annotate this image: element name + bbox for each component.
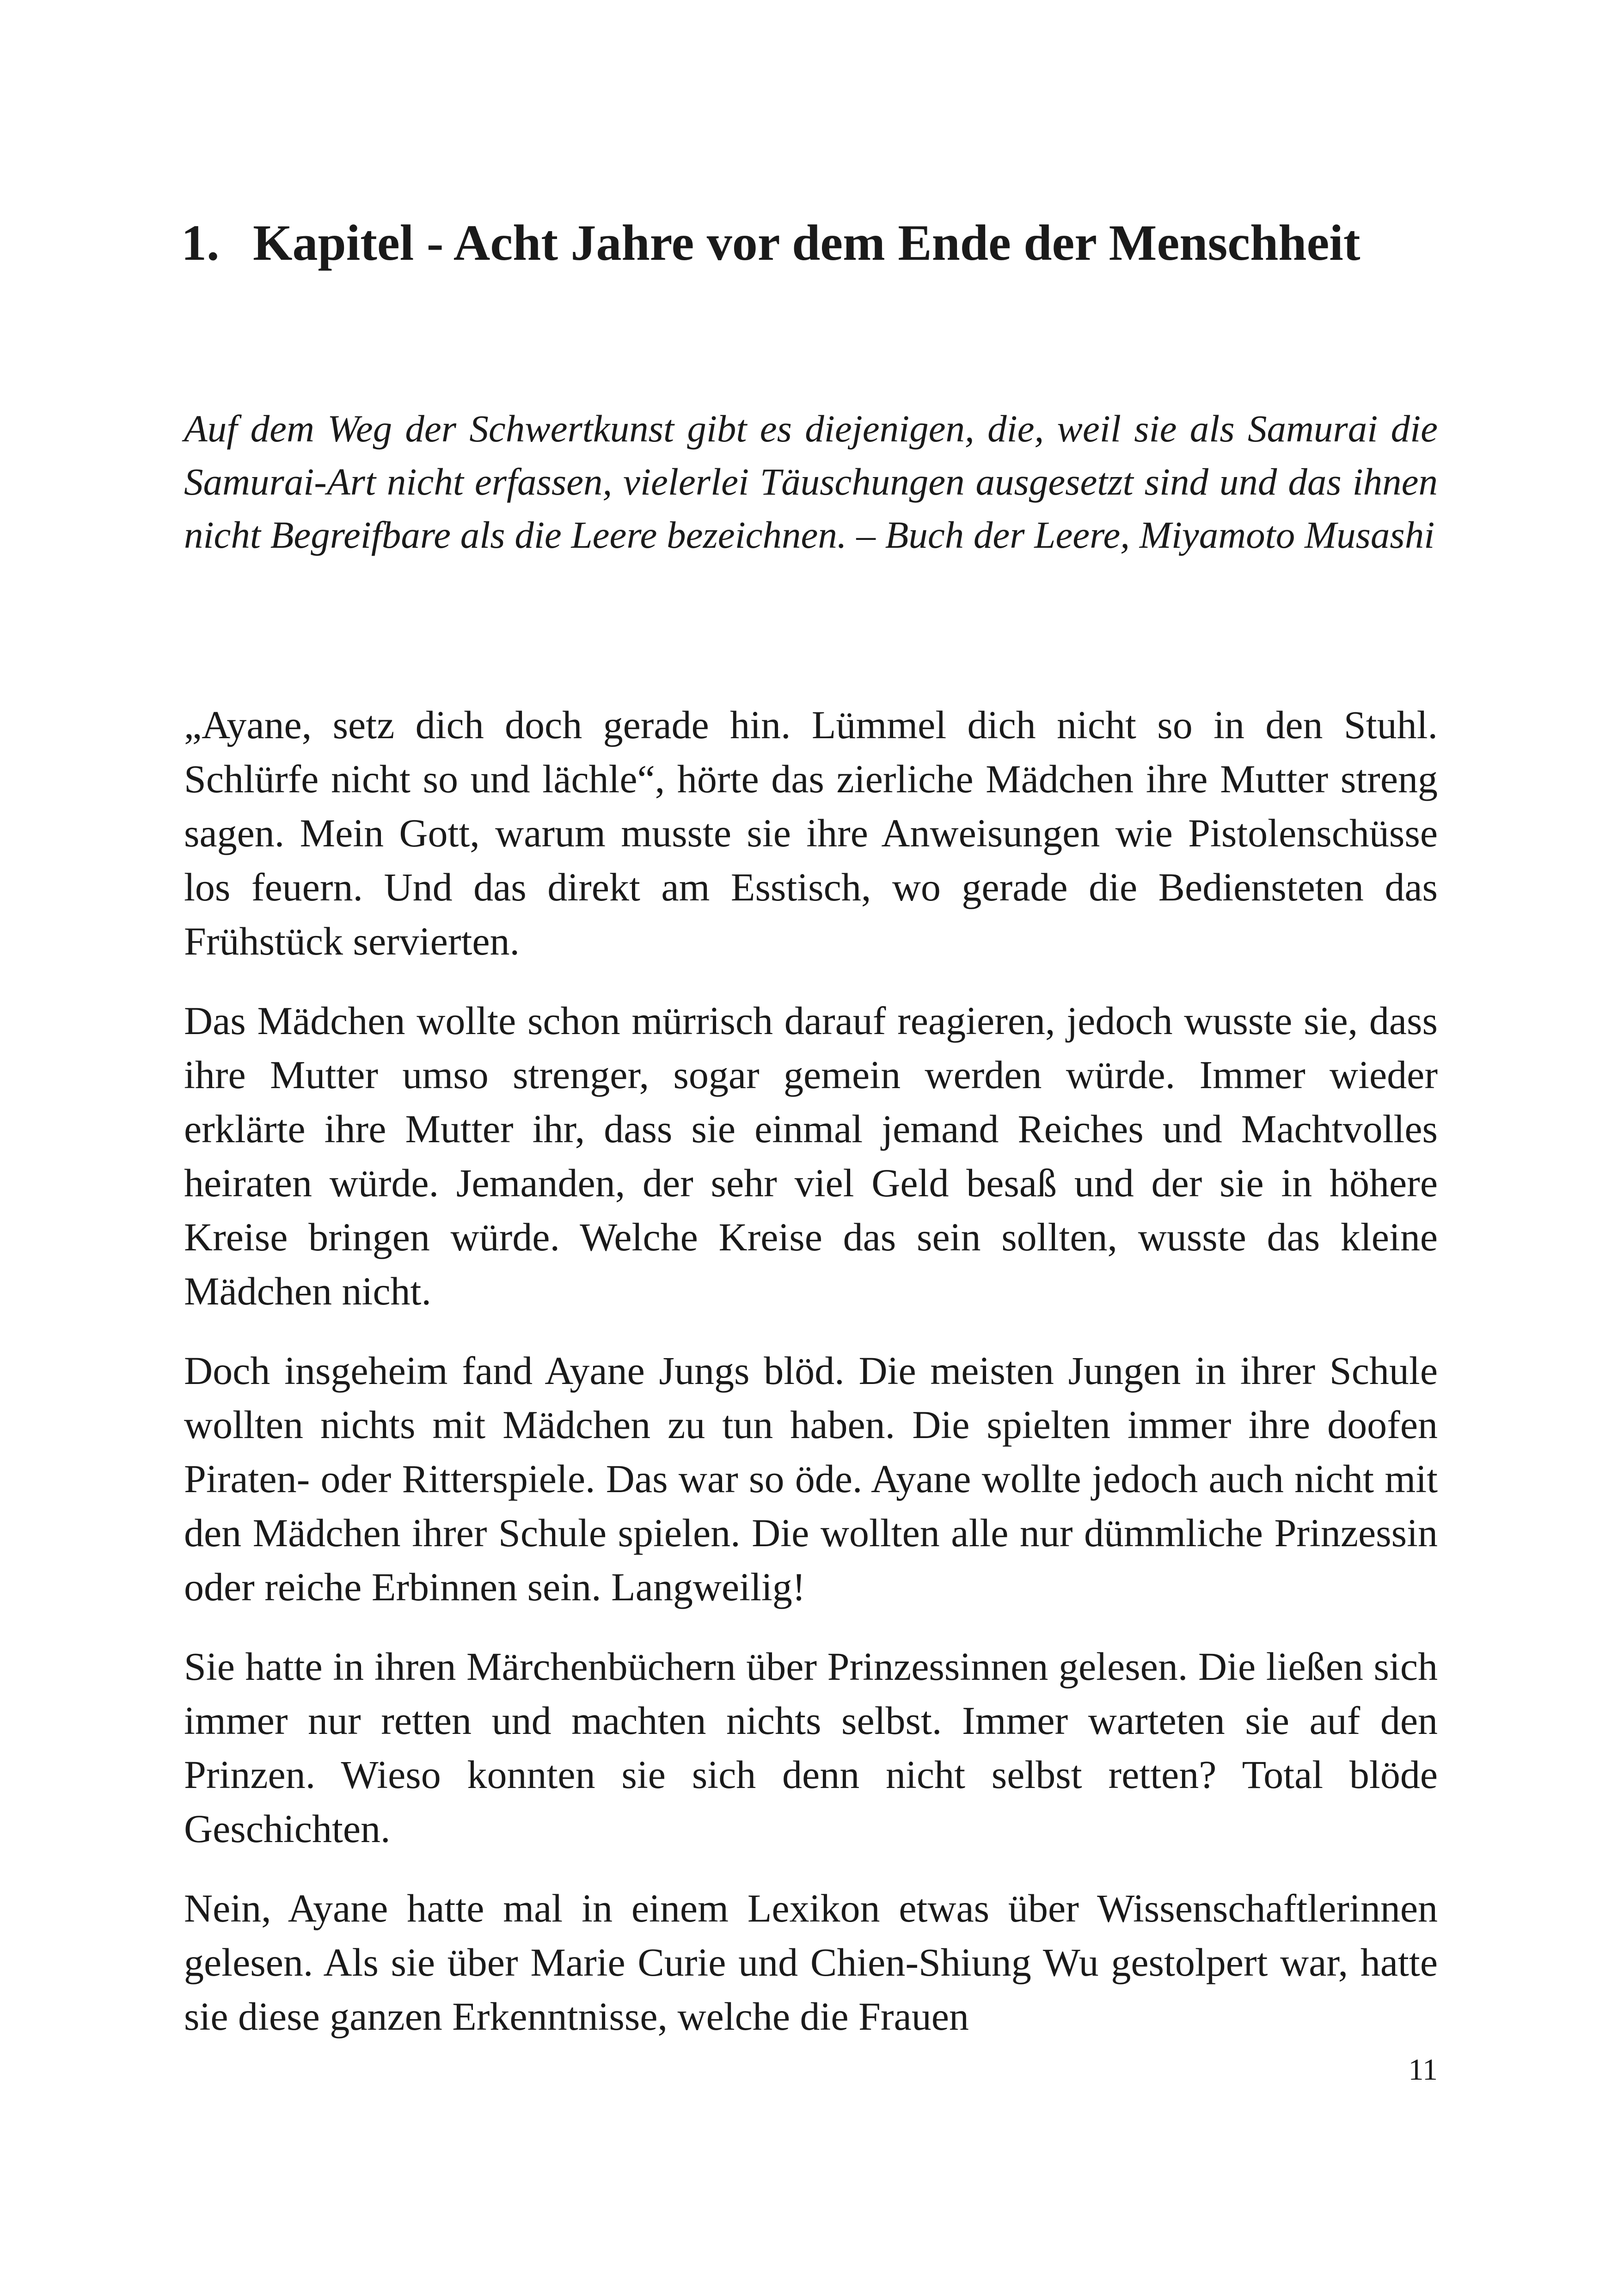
paragraph: Sie hatte in ihren Märchenbüchern über Prinzessinnen gelesen. Die ließen sich immer nur retten und machten nichts selbst. Immer warteten sie auf den Prinzen. Wieso konnten sie sich denn nicht selbst retten? Total blöde Geschichten. <box>184 1644 1438 1851</box>
chapter-number: 1. <box>181 214 220 271</box>
chapter-title: Kapitel - Acht Jahre vor dem Ende der Menschheit <box>253 214 1361 271</box>
page-number: 11 <box>1408 2053 1438 2087</box>
paragraph: Doch insgeheim fand Ayane Jungs blöd. Die meisten Jungen in ihrer Schule wollten nichts mit Mädchen zu tun haben. Die spielten immer ihre doofen Piraten- oder Ritterspiele. Das war so öde. Ayane wollte jedoch auch nicht mit den Mädchen ihrer Schule spielen. Die wollten alle nur dümmliche Prinzessin oder reiche Erbinnen sein. Langweilig! <box>184 1348 1438 1609</box>
chapter-heading <box>181 203 1436 282</box>
epigraph-quote: Auf dem Weg der Schwertkunst gibt es diejenigen, die, weil sie als Samurai die Samurai-Art nicht erfassen, vielerlei Täuschungen ausgesetzt sind und das ihnen nicht Begreifbare als die Leere bezeichnen. – Buch der Leere, Miyamoto Musashi <box>184 407 1438 556</box>
body-text <box>184 698 1438 2069</box>
paragraph: Nein, Ayane hatte mal in einem Lexikon etwas über Wissenschaftlerinnen gelesen. Als sie über Marie Curie und Chien-Shiung Wu gestolpert war, hatte sie diese ganzen Erkenntnisse, welche die Frauen <box>184 1886 1438 2039</box>
paragraph: Das Mädchen wollte schon mürrisch darauf reagieren, jedoch wusste sie, dass ihre Mutter umso strenger, sogar gemein werden würde. Immer wieder erklärte ihre Mutter ihr, dass sie einmal jemand Reiches und Machtvolles heiraten würde. Jemanden, der sehr viel Geld besaß und der sie in höhere Kreise bringen würde. Welche Kreise das sein sollten, wusste das kleine Mädchen nicht. <box>184 998 1438 1313</box>
paragraph: „Ayane, setz dich doch gerade hin. Lümmel dich nicht so in den Stuhl. Schlürfe nicht so und lächle“, hörte das zierliche Mädchen ihre Mutter streng sagen. Mein Gott, warum musste sie ihre Anweisungen wie Pistolenschüsse los feuern. Und das direkt am Esstisch, wo gerade die Bediensteten das Frühstück servierten. <box>184 703 1438 963</box>
